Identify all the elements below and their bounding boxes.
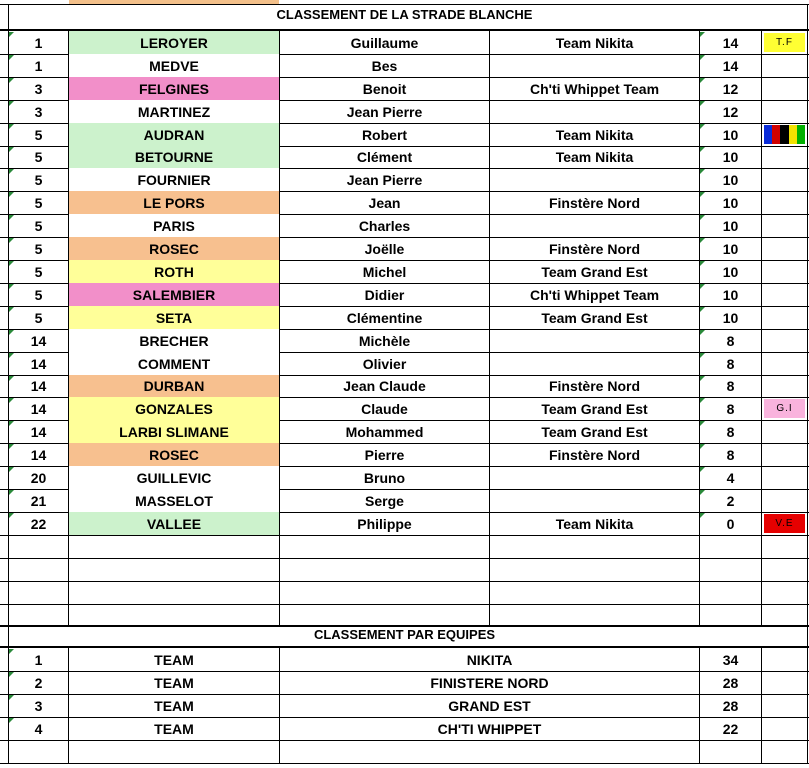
points-cell[interactable]: 10: [722, 149, 739, 165]
rider-firstname-cell[interactable]: Bes: [371, 57, 398, 74]
badge-cell[interactable]: [762, 329, 807, 352]
comment-marker: [9, 718, 14, 723]
rider-name-cell[interactable]: PARIS: [69, 214, 279, 237]
badge-cell[interactable]: [762, 54, 807, 77]
rider-team-cell[interactable]: Team Nikita: [555, 515, 634, 532]
rider-firstname-cell[interactable]: Guillaume: [350, 34, 419, 51]
empty-row-line: [0, 604, 809, 605]
badge-cell[interactable]: [762, 77, 807, 100]
rider-name-cell[interactable]: AUDRAN: [69, 123, 279, 146]
column-line: [761, 29, 762, 626]
column-line: [489, 29, 490, 626]
comment-marker: [9, 421, 14, 426]
team-points-cell[interactable]: 34: [722, 651, 739, 668]
rider-team-cell[interactable]: [490, 489, 699, 512]
rider-firstname-cell[interactable]: Michel: [362, 263, 407, 280]
rider-team-cell[interactable]: Finstère Nord: [548, 240, 640, 257]
rider-name-cell[interactable]: FOURNIER: [69, 168, 279, 191]
rank-cell[interactable]: 14: [30, 355, 47, 372]
team-name-cell[interactable]: NIKITA: [466, 651, 513, 668]
rider-firstname-cell[interactable]: Clément: [356, 149, 413, 165]
team-extra-cell[interactable]: [762, 671, 807, 694]
empty-row-line: [0, 558, 809, 559]
points-cell[interactable]: 10: [722, 217, 739, 234]
rank-cell[interactable]: 14: [30, 332, 47, 349]
badge-cell[interactable]: [762, 146, 807, 168]
rider-team-cell[interactable]: Finstère Nord: [548, 194, 640, 211]
points-cell[interactable]: 10: [722, 194, 739, 211]
comment-marker: [9, 376, 14, 381]
comment-marker: [9, 695, 14, 700]
comment-marker: [9, 55, 14, 60]
rank-cell[interactable]: 3: [34, 80, 43, 97]
rider-team-cell[interactable]: Finstère Nord: [548, 378, 640, 394]
rider-firstname-cell[interactable]: Jean: [368, 194, 401, 211]
rider-team-cell[interactable]: Ch'ti Whippet Team: [529, 80, 660, 97]
comment-marker: [9, 398, 14, 403]
rider-firstname-cell[interactable]: Charles: [358, 217, 411, 234]
column-line: [699, 29, 700, 626]
comment-marker: [700, 421, 705, 426]
badge-cell[interactable]: [762, 420, 807, 443]
comment-marker: [9, 307, 14, 312]
points-cell[interactable]: 10: [722, 171, 739, 188]
points-cell[interactable]: 10: [722, 309, 739, 326]
comment-marker: [700, 215, 705, 220]
rank-cell[interactable]: 1: [34, 34, 43, 51]
rider-team-cell[interactable]: Finstère Nord: [548, 446, 640, 463]
rider-firstname-cell[interactable]: Clémentine: [346, 309, 423, 326]
badge-cell[interactable]: [762, 237, 807, 260]
badge-cell[interactable]: [762, 306, 807, 329]
rank-cell[interactable]: 5: [34, 286, 43, 303]
rank-cell[interactable]: 3: [34, 103, 43, 120]
row-line: [0, 535, 809, 536]
jersey-badge: T.F: [764, 33, 805, 52]
rider-team-cell[interactable]: [490, 214, 699, 237]
rider-name-cell[interactable]: GUILLEVIC: [69, 466, 279, 489]
comment-marker: [9, 147, 14, 152]
comment-marker: [9, 444, 14, 449]
rider-firstname-cell[interactable]: Robert: [361, 126, 408, 143]
rider-name-cell[interactable]: LARBI SLIMANE: [69, 420, 279, 443]
points-cell[interactable]: 12: [722, 80, 739, 97]
team-rank-cell[interactable]: 2: [34, 674, 43, 691]
rider-name-cell[interactable]: DURBAN: [69, 375, 279, 397]
equipes-row-line: [0, 740, 809, 741]
rank-cell[interactable]: 5: [34, 171, 43, 188]
badge-cell[interactable]: [762, 214, 807, 237]
rank-cell[interactable]: 1: [34, 57, 43, 74]
comment-marker: [700, 330, 705, 335]
points-cell[interactable]: 10: [722, 240, 739, 257]
badge-cell[interactable]: [762, 375, 807, 397]
comment-marker: [700, 398, 705, 403]
rank-cell[interactable]: 20: [30, 469, 47, 486]
badge-cell[interactable]: [762, 489, 807, 512]
rider-name-cell[interactable]: LEROYER: [69, 31, 279, 54]
rider-firstname-cell[interactable]: Didier: [364, 286, 405, 303]
equipes-column-line: [8, 646, 9, 763]
equipes-row-line: [0, 763, 809, 764]
flag-icon: [764, 125, 805, 144]
rank-cell[interactable]: 5: [34, 217, 43, 234]
rank-cell[interactable]: 14: [30, 378, 47, 394]
rider-name-cell[interactable]: VALLEE: [69, 512, 279, 535]
comment-marker: [700, 376, 705, 381]
comment-marker: [700, 32, 705, 37]
rider-name-cell[interactable]: MARTINEZ: [69, 100, 279, 123]
comment-marker: [700, 444, 705, 449]
rider-firstname-cell[interactable]: Claude: [361, 400, 408, 417]
rider-team-cell[interactable]: Ch'ti Whippet Team: [529, 286, 660, 303]
rank-cell[interactable]: 14: [30, 423, 47, 440]
comment-marker: [9, 32, 14, 37]
points-cell[interactable]: 8: [726, 355, 735, 372]
empty-row-line: [0, 626, 809, 627]
team-points-cell[interactable]: 28: [722, 697, 739, 714]
comment-marker: [9, 330, 14, 335]
rider-team-cell[interactable]: [490, 168, 699, 191]
comment-marker: [9, 238, 14, 243]
rider-name-cell[interactable]: SETA: [69, 306, 279, 329]
team-label-cell[interactable]: TEAM: [154, 697, 194, 714]
rider-firstname-cell[interactable]: Jean Pierre: [346, 171, 423, 188]
frame-right: [807, 625, 808, 648]
team-extra-cell[interactable]: [762, 694, 807, 717]
comment-marker: [700, 261, 705, 266]
equipes-frame-top: [0, 625, 809, 626]
equipes-column-line: [807, 646, 808, 763]
rider-team-cell[interactable]: Team Grand Est: [541, 263, 648, 280]
comment-marker: [9, 101, 14, 106]
comment-marker: [700, 238, 705, 243]
points-cell[interactable]: 10: [722, 286, 739, 303]
rider-team-cell[interactable]: Team Grand Est: [541, 309, 648, 326]
team-label-cell[interactable]: TEAM: [154, 674, 194, 691]
comment-marker: [9, 672, 14, 677]
rider-name-cell[interactable]: GONZALES: [69, 397, 279, 420]
equipes-column-line: [279, 646, 280, 763]
rider-firstname-cell[interactable]: Pierre: [364, 446, 405, 463]
column-line: [8, 29, 9, 626]
points-cell[interactable]: 8: [726, 423, 735, 440]
points-cell[interactable]: 14: [722, 34, 739, 51]
rider-team-cell[interactable]: Team Nikita: [555, 149, 634, 165]
rider-firstname-cell[interactable]: Joëlle: [364, 240, 405, 257]
points-cell[interactable]: 8: [726, 400, 735, 417]
points-cell[interactable]: 2: [726, 492, 735, 509]
comment-marker: [9, 169, 14, 174]
jersey-badge: V.E: [764, 514, 805, 533]
rank-cell[interactable]: 5: [34, 309, 43, 326]
points-cell[interactable]: 0: [726, 515, 735, 532]
points-cell[interactable]: 8: [726, 332, 735, 349]
frame-left: [8, 4, 9, 29]
rider-team-cell[interactable]: [490, 352, 699, 375]
points-cell[interactable]: 8: [726, 446, 735, 463]
comment-marker: [9, 649, 14, 654]
rider-team-cell[interactable]: Team Nikita: [555, 126, 634, 143]
rider-firstname-cell[interactable]: Bruno: [363, 469, 406, 486]
team-extra-cell[interactable]: [762, 648, 807, 671]
badge-cell[interactable]: [762, 466, 807, 489]
rank-cell[interactable]: 5: [34, 263, 43, 280]
classement-title: CLASSEMENT DE LA STRADE BLANCHE: [276, 7, 533, 22]
comment-marker: [9, 124, 14, 129]
rank-cell[interactable]: 21: [30, 492, 47, 509]
points-cell[interactable]: 8: [726, 378, 735, 394]
rider-name-cell[interactable]: COMMENT: [69, 352, 279, 375]
team-extra-cell[interactable]: [762, 717, 807, 740]
rider-name-cell[interactable]: ROSEC: [69, 443, 279, 466]
comment-marker: [700, 467, 705, 472]
rider-name-cell[interactable]: SALEMBIER: [69, 283, 279, 306]
rider-firstname-cell[interactable]: Benoit: [362, 80, 407, 97]
rider-firstname-cell[interactable]: Michèle: [358, 332, 411, 349]
comment-marker: [700, 101, 705, 106]
points-cell[interactable]: 10: [722, 263, 739, 280]
rider-team-cell[interactable]: Team Grand Est: [541, 400, 648, 417]
badge-cell[interactable]: [762, 443, 807, 466]
comment-marker: [9, 467, 14, 472]
team-name-cell[interactable]: FINISTERE NORD: [430, 674, 549, 691]
comment-marker: [9, 78, 14, 83]
comment-marker: [700, 513, 705, 518]
badge-cell[interactable]: [762, 352, 807, 375]
rider-firstname-cell[interactable]: Jean Pierre: [346, 103, 423, 120]
comment-marker: [700, 490, 705, 495]
rider-team-cell[interactable]: [490, 54, 699, 77]
comment-marker: [700, 124, 705, 129]
team-rank-cell[interactable]: 3: [34, 697, 43, 714]
team-rank-cell[interactable]: 1: [34, 651, 43, 668]
equipes-column-line: [761, 646, 762, 763]
rider-team-cell[interactable]: [490, 100, 699, 123]
rider-team-cell[interactable]: [490, 329, 699, 352]
rider-name-cell[interactable]: BETOURNE: [69, 146, 279, 168]
team-label-cell[interactable]: TEAM: [154, 651, 194, 668]
equipes-column-line: [699, 646, 700, 763]
comment-marker: [9, 215, 14, 220]
points-cell[interactable]: 4: [726, 469, 735, 486]
rider-team-cell[interactable]: [490, 466, 699, 489]
column-line: [807, 29, 808, 626]
rider-firstname-cell[interactable]: Mohammed: [345, 423, 424, 440]
badge-cell[interactable]: [762, 100, 807, 123]
points-cell[interactable]: 10: [722, 126, 739, 143]
rank-cell[interactable]: 5: [34, 240, 43, 257]
rider-firstname-cell[interactable]: Olivier: [362, 355, 407, 372]
comment-marker: [9, 490, 14, 495]
comment-marker: [9, 261, 14, 266]
rider-name-cell[interactable]: ROSEC: [69, 237, 279, 260]
comment-marker: [700, 55, 705, 60]
rank-cell[interactable]: 5: [34, 126, 43, 143]
comment-marker: [700, 284, 705, 289]
comment-marker: [700, 307, 705, 312]
rider-name-cell[interactable]: MASSELOT: [69, 489, 279, 512]
jersey-badge: G.I: [764, 399, 805, 418]
comment-marker: [700, 169, 705, 174]
rank-cell[interactable]: 14: [30, 446, 47, 463]
team-rank-cell[interactable]: 4: [34, 720, 43, 737]
comment-marker: [9, 353, 14, 358]
rider-firstname-cell[interactable]: Serge: [365, 492, 404, 509]
comment-marker: [700, 147, 705, 152]
column-line: [68, 29, 69, 626]
rank-cell[interactable]: 22: [30, 515, 47, 532]
rider-name-cell[interactable]: LE PORS: [69, 191, 279, 214]
team-label-cell[interactable]: TEAM: [154, 720, 194, 737]
rider-team-cell[interactable]: Team Nikita: [555, 34, 634, 51]
rank-cell[interactable]: 5: [34, 194, 43, 211]
team-name-cell[interactable]: GRAND EST: [448, 697, 531, 714]
rider-name-cell[interactable]: MEDVE: [69, 54, 279, 77]
comment-marker: [700, 192, 705, 197]
rider-team-cell[interactable]: Team Grand Est: [541, 423, 648, 440]
comment-marker: [9, 192, 14, 197]
comment-marker: [700, 78, 705, 83]
equipes-title: CLASSEMENT PAR EQUIPES: [313, 627, 496, 642]
column-line: [279, 29, 280, 626]
rider-firstname-cell[interactable]: Jean Claude: [343, 378, 426, 394]
team-points-cell[interactable]: 28: [722, 674, 739, 691]
points-cell[interactable]: 12: [722, 103, 739, 120]
badge-cell[interactable]: [762, 191, 807, 214]
rider-firstname-cell[interactable]: Philippe: [357, 515, 412, 532]
empty-row-line: [0, 581, 809, 582]
rider-name-cell[interactable]: ROTH: [69, 260, 279, 283]
comment-marker: [9, 513, 14, 518]
frame-right: [807, 4, 808, 29]
team-name-cell[interactable]: CH'TI WHIPPET: [437, 720, 542, 737]
rank-cell[interactable]: 14: [30, 400, 47, 417]
rider-name-cell[interactable]: BRECHER: [69, 329, 279, 352]
badge-cell[interactable]: [762, 283, 807, 306]
comment-marker: [9, 284, 14, 289]
team-points-cell[interactable]: 22: [722, 720, 739, 737]
comment-marker: [700, 353, 705, 358]
frame-top: [0, 4, 809, 5]
badge-cell[interactable]: [762, 168, 807, 191]
frame-left: [8, 625, 9, 648]
rank-cell[interactable]: 5: [34, 149, 43, 165]
rider-name-cell[interactable]: FELGINES: [69, 77, 279, 100]
badge-cell[interactable]: [762, 260, 807, 283]
equipes-column-line: [68, 646, 69, 763]
points-cell[interactable]: 14: [722, 57, 739, 74]
